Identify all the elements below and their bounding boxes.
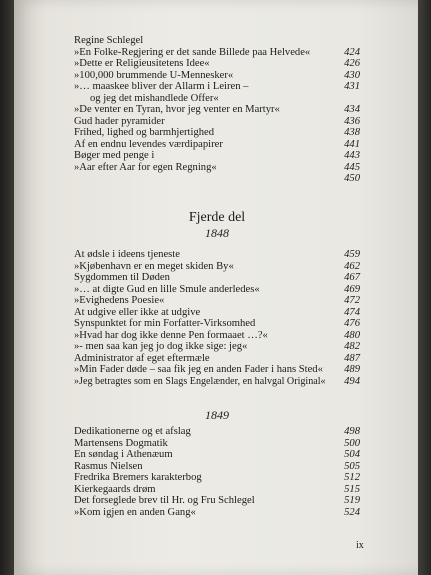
toc-entry: At ødsle i ideens tjeneste 459 [74, 249, 360, 260]
toc-entry: Dedikationerne og et afslag 498 [74, 426, 360, 437]
toc-entry: Rasmus Nielsen 505 [74, 460, 360, 472]
toc-entry: »Hvad har dog ikke denne Pen formaaet …?« 480 [74, 329, 360, 341]
toc-entry: »… maaskee bliver der Allarm i Leiren – 431 [74, 81, 360, 92]
toc-entry: »Kom igjen en anden Gang« 524 [74, 506, 360, 518]
toc-entry-continuation: og jeg det mishandlede Offer« [90, 92, 219, 104]
toc-entry: Bøger med penge i 443 [74, 150, 360, 161]
section-year: 1848 [205, 226, 229, 240]
section-title: Fjerde del [188, 210, 246, 225]
toc-entry: »… at digte Gud en lille Smule anderledes« 469 [74, 283, 360, 295]
toc-entry: »100,000 brummende U-Mennesker« 430 [74, 69, 360, 81]
toc-entry: »Aar efter Aar for egen Regning« 445 [74, 161, 360, 173]
book-edge [418, 0, 431, 575]
toc-entry: »Jeg betragtes som en Slags Engelænder, en halvgal Original« 494 [74, 375, 360, 387]
toc-entry: Frihed, lighed og barmhjertighed 438 [74, 127, 360, 138]
toc-entry: Gud hader pyramider 436 [74, 115, 360, 127]
toc-entry: Administrator af eget eftermæle 487 [74, 352, 360, 364]
page-number: ix [356, 540, 364, 551]
toc-entry: Synspunktet for min Forfatter-Virksomhed 476 [74, 318, 360, 329]
toc-entry: Martensens Dogmatik 500 [74, 437, 360, 449]
toc-entry: Regine Schlegel [74, 35, 144, 46]
toc-entry: En søndag i Athenæum 504 [74, 449, 360, 460]
toc-entry: »En Folke-Regjering er det sande Billede paa Helvede« 424 [74, 46, 360, 58]
toc-entry: Det forseglede brev til Hr. og Fru Schlegel 519 [74, 495, 360, 506]
toc-part4 [74, 210, 360, 387]
toc-entry: Fredrika Bremers karakterbog 512 [74, 472, 360, 483]
toc-entry: »Kjøbenhavn er en meget skiden By« 462 [74, 260, 360, 272]
toc-entry: Kierkegaards drøm 515 [74, 483, 360, 495]
toc-entry: »Dette er Religieusitetens Idee« 426 [74, 58, 360, 69]
toc-1849 [74, 408, 360, 518]
toc-entry: At udgive eller ikke at udgive 474 [74, 306, 360, 318]
toc-entry: »Evighedens Poesie« 472 [74, 295, 360, 306]
toc-entry: »- men saa kan jeg jo dog ikke sige: jeg« 482 [74, 341, 360, 352]
toc-entry: Sygdommen til Døden 467 [74, 272, 360, 283]
section-year: 1849 [205, 408, 229, 422]
toc-entry: Af en endnu levendes værdipapirer 441 [74, 138, 360, 150]
toc-part3-list [74, 35, 360, 185]
toc-entry: »Min Fader døde – saa fik jeg en anden Fader i hans Sted« 489 [74, 364, 360, 375]
toc-entry: »De venter en Tyran, hvor jeg venter en Martyr« 434 [74, 104, 360, 115]
book-gutter [0, 0, 14, 575]
toc-entry: 450 [344, 173, 360, 184]
